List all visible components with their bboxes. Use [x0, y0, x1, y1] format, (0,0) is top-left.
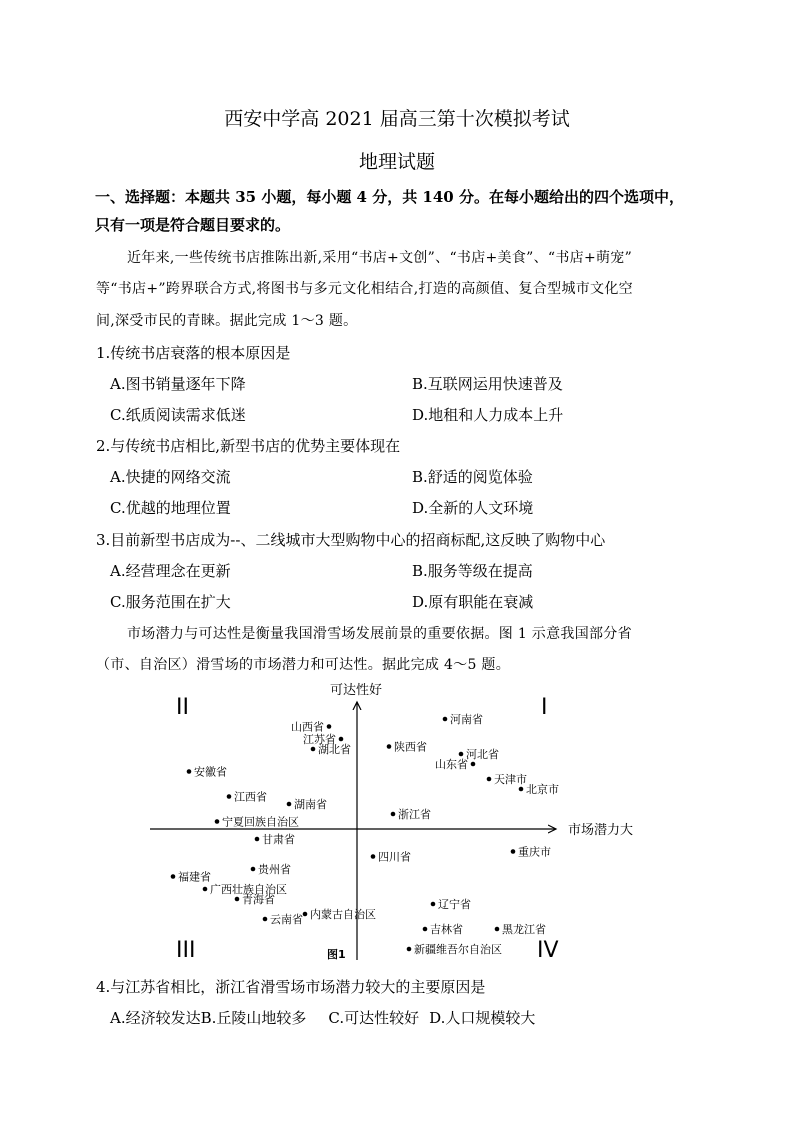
q2-option-c: C.优越的地理位置	[110, 499, 231, 517]
data-point-9	[187, 769, 192, 774]
data-point-23	[263, 917, 268, 922]
data-point-0	[443, 717, 448, 722]
q3-option-b: B.服务等级在提高	[412, 562, 533, 580]
section-heading-line2: 只有一项是符合题目要求的。	[95, 216, 291, 234]
data-point-16	[511, 849, 516, 854]
data-point-label-9: 安徽省	[194, 765, 227, 779]
x-axis-label: 市场潜力大	[568, 823, 634, 838]
exam-subtitle: 地理试题	[358, 151, 435, 173]
quadrant-label-4: IV	[537, 938, 559, 963]
q1-stem: 1.传统书店衰落的根本原因是	[96, 344, 291, 362]
q3-option-c: C.服务范围在扩大	[110, 593, 231, 611]
q1-option-b: B.互联网运用快速普及	[412, 375, 563, 393]
data-point-label-18: 贵州省	[258, 863, 291, 876]
q3-option-d: D.原有职能在衰减	[412, 593, 534, 611]
quadrant-label-2: II	[176, 695, 189, 720]
q2-option-d: D.全新的人文环境	[412, 499, 534, 517]
data-point-12	[391, 812, 396, 817]
data-point-label-4: 陕西省	[394, 740, 427, 754]
data-point-6	[471, 762, 476, 767]
data-point-label-3: 湖北省	[318, 743, 351, 756]
data-point-label-1: 山西省	[291, 720, 324, 734]
data-point-19	[203, 887, 208, 892]
y-axis-label: 可达性好	[330, 683, 383, 698]
data-point-4	[387, 744, 392, 749]
scatter-points	[171, 712, 559, 956]
q4-stem: 4.与江苏省相比，浙江省滑雪场市场潜力较大的主要原因是	[96, 978, 486, 996]
data-point-15	[371, 854, 376, 859]
data-point-17	[171, 874, 176, 879]
data-point-label-26: 新疆维吾尔自治区	[414, 943, 502, 956]
figure-caption: 图1	[327, 948, 346, 961]
data-point-label-23: 云南省	[270, 913, 303, 926]
quadrant-label-3: III	[176, 938, 196, 963]
q2-option-a: A.快捷的网络交流	[110, 468, 231, 486]
q4-option-a: A.经济较发达	[110, 1009, 201, 1027]
data-point-label-21: 辽宁省	[438, 898, 471, 911]
data-point-label-10: 江西省	[234, 790, 267, 804]
data-point-11	[287, 802, 292, 807]
data-point-label-20: 青海省	[242, 893, 275, 906]
data-point-14	[255, 837, 260, 842]
data-point-2	[339, 737, 344, 742]
q1-option-c: C.纸质阅读需求低迷	[110, 406, 246, 424]
q3-option-a: A.经营理念在更新	[110, 562, 231, 580]
passage2-line2: （市、自治区）滑雪场的市场潜力和可达性。据此完成 4～5 题。	[96, 657, 511, 673]
passage1-line1: 近年来,一些传统书店推陈出新,采用“书店+文创”、“书店+美食”、“书店+萌宠”	[127, 250, 633, 266]
section-heading-part-b: 在每小题给出的四个选项中，	[488, 188, 684, 206]
data-point-label-6: 山东省	[435, 758, 468, 771]
data-point-10	[227, 794, 232, 799]
data-point-3	[311, 747, 316, 752]
data-point-label-16: 重庆市	[518, 845, 551, 859]
data-point-label-7: 天津市	[494, 773, 527, 786]
exam-title: 西安中学高 2021 届高三第十次模拟考试	[224, 108, 570, 130]
passage2-line1: 市场潜力与可达性是衡量我国滑雪场发展前景的重要依据。图 1 示意我国部分省	[127, 626, 632, 642]
data-point-13	[215, 819, 220, 824]
data-point-8	[519, 787, 524, 792]
data-point-18	[251, 867, 256, 872]
data-point-label-11: 湖南省	[294, 798, 327, 811]
q2-option-b: B.舒适的阅览体验	[412, 468, 533, 486]
q1-option-a: A.图书销量逐年下降	[110, 375, 246, 393]
q3-stem: 3.目前新型书店成为--、二线城市大型购物中心的招商标配,这反映了购物中心	[96, 531, 606, 549]
passage1-line3: 间,深受市民的青睐。据此完成 1～3 题。	[96, 313, 358, 329]
data-point-label-0: 河南省	[450, 713, 483, 726]
q2-stem: 2.与传统书店相比,新型书店的优势主要体现在	[96, 437, 401, 455]
data-point-label-19: 广西壮族自治区	[210, 883, 287, 896]
quadrant-label-1: I	[541, 695, 548, 720]
q4-option-c: C.可达性较好	[328, 1009, 420, 1027]
data-point-label-22: 内蒙古自治区	[310, 908, 376, 921]
data-point-21	[431, 902, 436, 907]
data-point-label-5: 河北省	[466, 748, 499, 761]
data-point-label-17: 福建省	[178, 870, 211, 884]
data-point-label-24: 吉林省	[430, 923, 463, 936]
data-point-label-13: 宁夏回族自治区	[222, 815, 299, 829]
data-point-22	[303, 912, 308, 917]
data-point-7	[487, 777, 492, 782]
data-point-label-14: 甘肃省	[262, 833, 295, 846]
q4-options	[110, 1007, 535, 1028]
data-point-1	[327, 724, 332, 729]
section-heading-part-a: 一、选择题：本题共 35 小题，每小题 4 分，共 140 分。	[95, 188, 489, 206]
data-point-26	[407, 947, 412, 952]
q1-option-d: D.地租和人力成本上升	[412, 406, 564, 424]
data-point-24	[423, 927, 428, 932]
data-point-label-25: 黑龙江省	[502, 923, 546, 936]
passage1-line2: 等“书店+”跨界联合方式,将图书与多元文化相结合,打造的高颜值、复合型城市文化空	[96, 281, 633, 297]
data-point-label-8: 北京市	[526, 783, 559, 796]
data-point-label-12: 浙江省	[398, 808, 431, 821]
data-point-5	[459, 752, 464, 757]
data-point-20	[235, 897, 240, 902]
data-point-label-15: 四川省	[378, 850, 411, 864]
data-point-25	[495, 927, 500, 932]
q4-option-d: D.人口规模较大	[429, 1009, 536, 1027]
q4-option-b: B.丘陵山地较多	[200, 1009, 307, 1027]
data-point-label-2: 江苏省	[303, 733, 336, 746]
